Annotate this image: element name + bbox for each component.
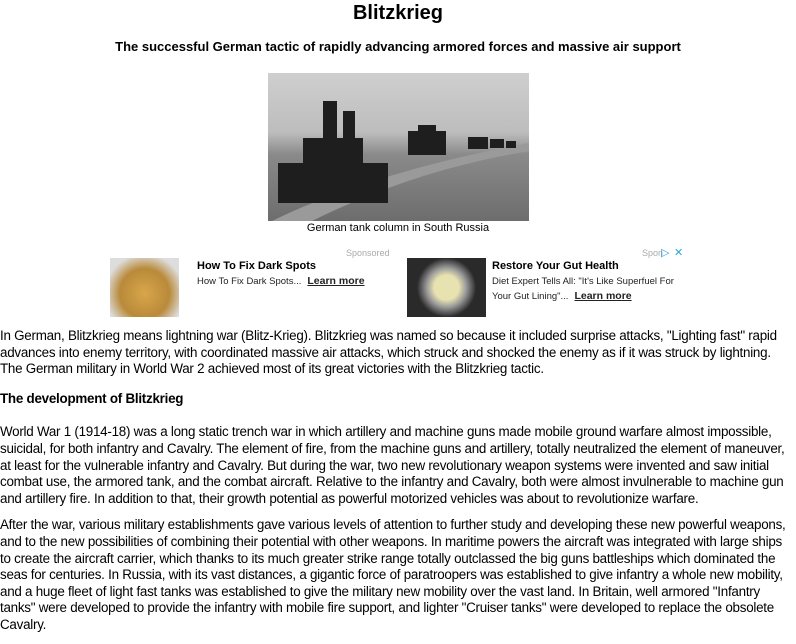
- sponsored-ad-2[interactable]: [407, 248, 687, 320]
- intro-paragraph: In German, Blitzkrieg means lightning war (Blitz-Krieg). Blitzkrieg was named so because it included surprise attacks, "Lighting fast" rapid advances into enemy territory, with coordinated massive air attacks, which struck and shocked the enemy as if it was struck by lightning. The German military in World War 2 achieved most of its great victories with the Blitzkrieg tactic.: [0, 328, 777, 377]
- ad-title[interactable]: How To Fix Dark Spots: [197, 260, 316, 272]
- page-subtitle: The successful German tactic of rapidly advancing armored forces and massive air support: [115, 39, 681, 54]
- body-paragraph: After the war, various military establishments gave various levels of attention to further study and developing these new powerful weapons, and to the new possibilities of combining their potential with other weapons. In maritime powers the aircraft was integrated with large ships to create the aircraft carrier, which thanks to its much greater strike range totally outclassed the big guns battleships which dominated the seas for centuries. In Russia, with its vast distances, a gigantic force of paratroopers was established to give infantry a whole new mobility, and a huge fleet of light fast tanks was established to give the military new mobility over the vast land. In Britain, well armored "Infantry tanks" were developed to provide the infantry with mobile fire support, and lighter "Cruiser tanks" were developed to replace the obsolete Cavalry.: [0, 517, 786, 632]
- learn-more-link[interactable]: Learn more: [574, 290, 632, 302]
- section-heading: The development of Blitzkrieg: [0, 390, 184, 406]
- image-caption: German tank column in South Russia: [306, 222, 490, 234]
- ad-image: [110, 258, 179, 317]
- sponsored-ad-1[interactable]: [110, 248, 390, 320]
- ad-title[interactable]: Restore Your Gut Health: [492, 260, 619, 272]
- adchoices-icon[interactable]: ▷: [661, 247, 670, 259]
- sponsored-label: Spon: [642, 248, 664, 258]
- page-title: Blitzkrieg: [352, 2, 444, 24]
- body-paragraph: World War 1 (1914-18) was a long static trench war in which artillery and machine guns made mobile ground warfare almost impossible, suicidal, for both infantry and Cavalry. The element of fire, from the machine guns and artillery, totally neutralized the element of maneuver, at least for the vulnerable infantry and Cavalry. But during the war, two new revolutionary weapon systems were invented and saw initial combat use, the armored tank, and the combat aircraft. Relative to the infantry and Cavalry, both were almost invulnerable to machine gun and artillery fire. In addition to that, their growth potential as powerful motorized vehicles was about to revolutionize warfare.: [0, 424, 785, 506]
- close-ad-icon[interactable]: ✕: [674, 247, 684, 259]
- ad-description: How To Fix Dark Spots... Learn more: [197, 275, 365, 287]
- ad-description: Diet Expert Tells All: "It's Like Superfuel For Your Gut Lining"... Learn more: [492, 276, 674, 302]
- learn-more-link[interactable]: Learn more: [307, 275, 365, 287]
- article-body: [0, 328, 796, 644]
- sponsored-label: Sponsored: [346, 248, 390, 258]
- ad-image: [407, 258, 486, 317]
- tank-column-photo: [268, 73, 529, 221]
